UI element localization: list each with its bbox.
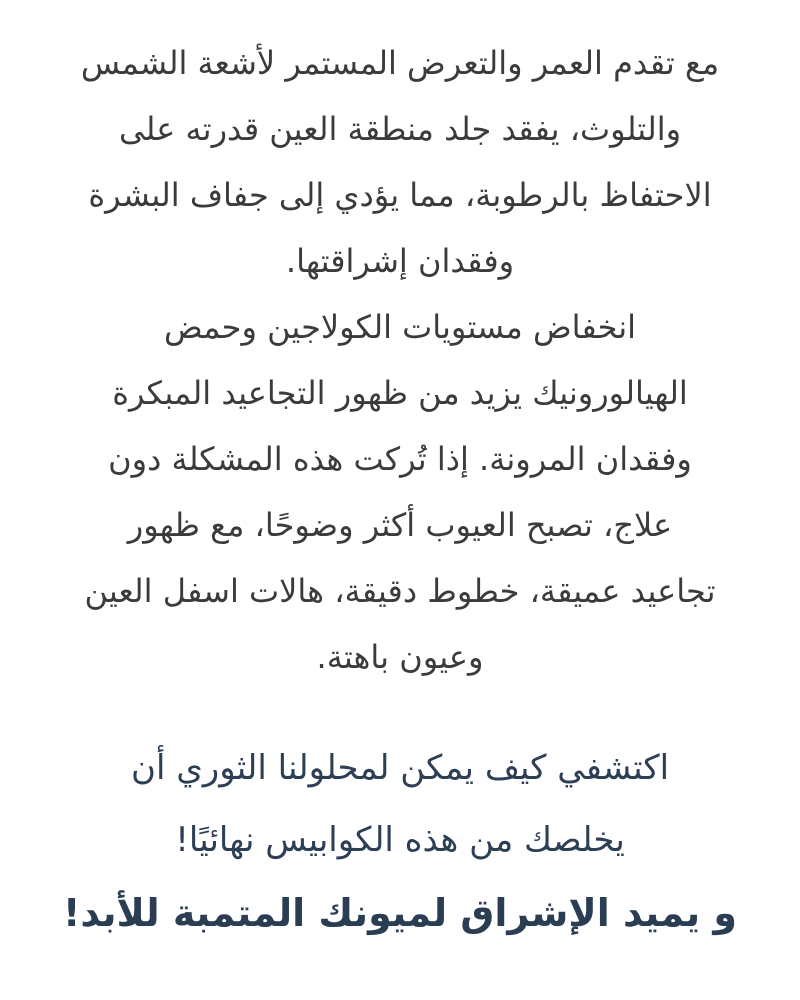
paragraph-line: تجاعيد عميقة، خطوط دقيقة، هالات اسفل العين <box>84 572 716 610</box>
cta-heading-line-1: اكتشفي كيف يمكن لمحلولنا الثوري أن <box>130 748 670 788</box>
paragraph-line: علاج، تصبح العيوب أكثر وضوحًا، مع ظهور <box>127 506 673 544</box>
paragraph-line: الهيالورونيك يزيد من ظهور التجاعيد المبكرة <box>112 374 688 412</box>
cta-heading-line-2: يخلصك من هذه الكوابيس نهائيًا! <box>175 820 625 860</box>
paragraph-line: مع تقدم العمر والتعرض المستمر لأشعة الشمس <box>80 44 720 82</box>
paragraph-line: وفقدان المرونة. إذا تُركت هذه المشكلة دون <box>108 440 692 478</box>
cta-heading-line-3: و يميد الإشراق لميونك المتمبة للأبد! <box>62 891 738 935</box>
paragraph-line: والتلوث، يفقد جلد منطقة العين قدرته على <box>118 110 682 148</box>
body-paragraph <box>20 30 780 690</box>
paragraph-line: انخفاض مستويات الكولاجين وحمض <box>163 308 637 346</box>
paragraph-line: وعيون باهتة. <box>316 638 484 676</box>
paragraph-line: الاحتفاظ بالرطوبة، مما يؤدي إلى جفاف البشرة <box>88 176 712 214</box>
paragraph-line: وفقدان إشراقتها. <box>285 242 515 280</box>
